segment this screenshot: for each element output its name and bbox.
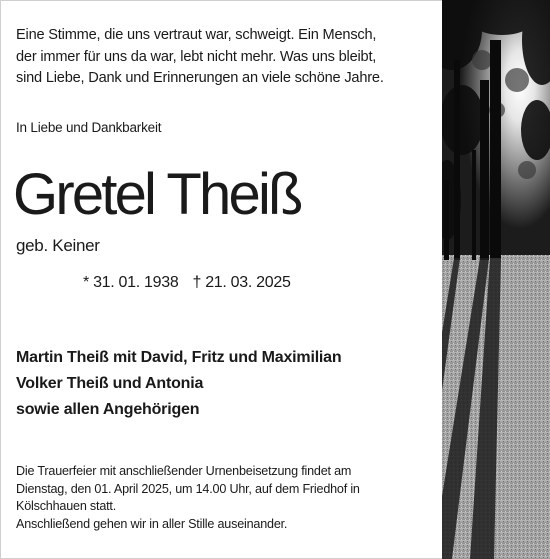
mourner-line: sowie allen Angehörigen bbox=[16, 401, 200, 418]
funeral-line: Die Trauerfeier mit anschließender Urnenbeisetzung findet am bbox=[16, 464, 352, 478]
poem-text bbox=[16, 25, 426, 90]
life-dates bbox=[83, 274, 291, 292]
poem-line: Eine Stimme, die uns vertraut war, schweigt. Ein Mensch, bbox=[16, 27, 377, 43]
death-date: † 21. 03. 2025 bbox=[192, 274, 291, 291]
poem-line: der immer für uns da war, lebt nicht mehr. Was uns bleibt, bbox=[16, 48, 377, 65]
trees-with-sunlight-photo bbox=[442, 0, 550, 559]
birth-name: geb. Keiner bbox=[16, 236, 100, 255]
funeral-line: Anschließend gehen wir in aller Stille auseinander. bbox=[16, 517, 288, 532]
poem-line: sind Liebe, Dank und Erinnerungen an viele schöne Jahre. bbox=[16, 70, 384, 86]
funeral-line: Dienstag, den 01. April 2025, um 14.00 Uhr, auf dem Friedhof in bbox=[16, 481, 360, 496]
deceased-name: Gretel Theiß bbox=[13, 162, 301, 227]
funeral-line: Kölschhauen statt. bbox=[16, 499, 117, 514]
mourner-line: Volker Theiß und Antonia bbox=[16, 375, 204, 392]
intro-text: In Liebe und Dankbarkeit bbox=[16, 120, 162, 135]
funeral-notice bbox=[16, 463, 426, 534]
mourners-list bbox=[16, 345, 341, 423]
birth-date: * 31. 01. 1938 bbox=[83, 274, 179, 291]
mourner-line: Martin Theiß mit David, Fritz und Maximilian bbox=[16, 349, 342, 366]
